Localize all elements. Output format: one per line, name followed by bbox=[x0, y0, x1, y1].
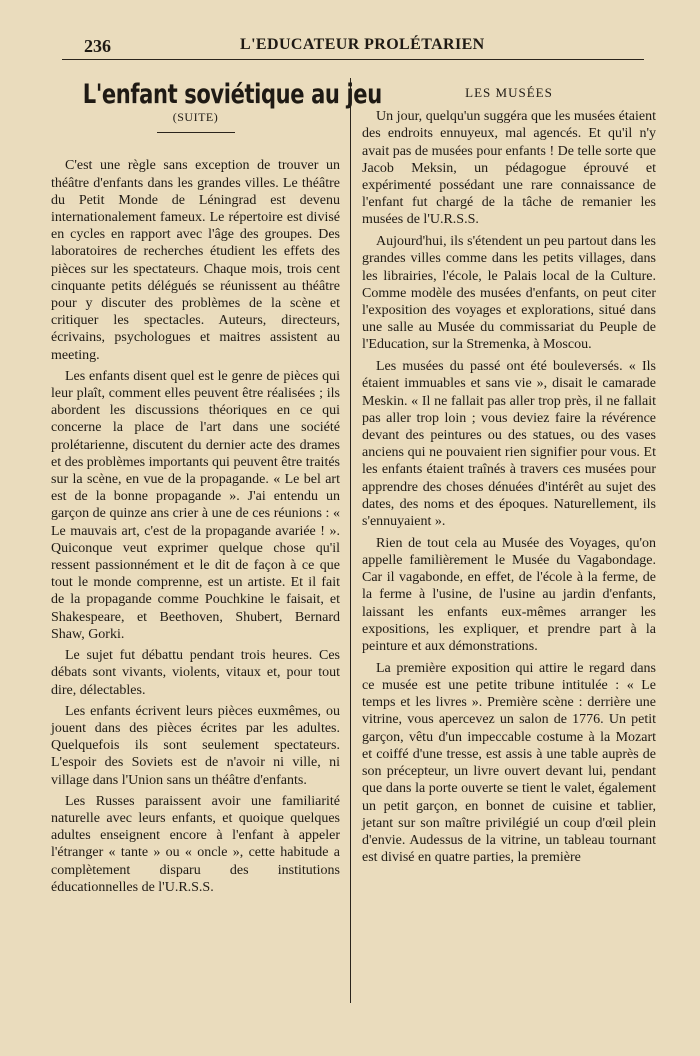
page-header bbox=[62, 34, 644, 60]
section-title: LES MUSÉES bbox=[465, 85, 553, 100]
article-title: L'enfant soviétique au jeu bbox=[82, 79, 382, 110]
header-rule bbox=[62, 59, 644, 60]
paragraph: Un jour, quelqu'un suggéra que les musées étaient des endroits ennuyeux, mal agencés. Et qu'il n'y avait pas de musées pour enfants ! De telle sorte que Jacob Meksin, un pédagogue éprouvé et expérimenté possédant une rare connaissance de l'enfant fut chargé de la tâche de remanier les musées de l'U.R.S.S. bbox=[362, 109, 656, 228]
left-body bbox=[51, 157, 340, 896]
paragraph: Aujourd'hui, ils s'étendent un peu partout dans les grandes villes comme dans les petits villages, dans les librairies, l'école, le Palais local de la Culture. Comme modèle des musées d'enfants, on peut citer l'exposition des voyages et explorations, situé dans une salle au Musée du commissariat du Peuple de l'Education, sur la Stremenka, à Moscou. bbox=[362, 234, 656, 353]
paragraph: Le sujet fut débattu pendant trois heures. Ces débats sont vivants, violents, vitaux et, pour tout dire, délectables. bbox=[51, 648, 340, 698]
article-subtitle: (SUITE) bbox=[172, 110, 219, 125]
paragraph: Les enfants écrivent leurs pièces euxmêmes, ou jouent dans des pièces écrites par les adultes. Quelquefois ils sont seulement spectateurs. L'espoir des Soviets est de n'avoir ni ville, ni village dans l'Union sans un théâtre d'enfants. bbox=[51, 703, 340, 788]
page-number: 236 bbox=[84, 36, 111, 56]
right-column bbox=[362, 80, 656, 871]
left-column bbox=[51, 79, 382, 900]
paragraph: La première exposition qui attire le regard dans ce musée est une petite tribune intitulée : « Le temps et les livres ». Première scène : derrière une vitrine, vous apercevez un salon de 1776. Un petit garçon, vêtu d'un impeccable costume à la Mozart et coiffé d'une tresse, est assis à une table auprès de son précepteur, un livre ouvert devant lui, pendant que dans la porte ouverte se tient le valet, également un petit garçon, en bonnet de cuisine et tablier, jetant sur son maître privilégié un coup d'œil plein d'envie. Audessus de la vitrine, un tableau tournant est divisé en quatre parties, la première bbox=[362, 660, 656, 866]
paragraph: C'est une règle sans exception de trouver un théâtre d'enfants dans les grandes villes. Le théâtre du Petit Monde de Léningrad est devenu internationalement fameux. Le répertoire est divisé en cycles en rapport avec l'âge des groupes. Des laboratoires de recherches étudient les effets des pièces sur les spectateurs. Chaque mois, trois cent cinquante petits délégués se réunissent au théâtre pour y discuter des problèmes de la scène et critiquer les spectacles. Auteurs, directeurs, écrivains, psychologues et maitres assistent au meeting. bbox=[51, 158, 340, 363]
paragraph: Les Russes paraissent avoir une familiarité naturelle avec leurs enfants, et quoique quelques adultes enseignent encore à l'enfant à appeler l'étranger « tante » ou « oncle », cette habitude a complètement disparu des institutions éducationnelles de l'U.R.S.S. bbox=[51, 793, 340, 895]
paragraph: Les musées du passé ont été bouleversés. « Ils étaient immuables et sans vie », disait le camarade Meskin. « Il ne fallait pas aller trop près, il ne fallait pas aller trop loin ; vous deviez faire la révérence devant des peintures ou des statues, ou des vases anciens qui ne pouvaient rien signifier pour vous. Et les enfants étaient traînés à travers ces musées pour apprendre des choses dénuées d'intérêt au sujet des dates, des noms et des époques. Naturellement, ils s'ennuyaient ». bbox=[362, 359, 656, 530]
column-divider bbox=[350, 78, 351, 1003]
subtitle-rule bbox=[157, 132, 235, 133]
journal-title: L'EDUCATEUR PROLÉTARIEN bbox=[240, 36, 485, 53]
paragraph: Rien de tout cela au Musée des Voyages, qu'on appelle familièrement le Musée du Vagabondage. Car il vagabonde, en effet, de l'école à la ferme, de la ferme à l'usine, de l'usine au jardin d'enfants, laissant les enfants eux-mêmes arranger les expositions, les expliquer, et prendre part à la peinture et aux démonstrations. bbox=[362, 535, 656, 655]
paragraph: Les enfants disent quel est le genre de pièces qui leur plaît, comment elles peuvent être réalisées ; ils abordent les discussions théoriques en ce qui concerne la place de l'art dans une société prolétarienne, discutent du dernier acte des drames et des problèmes importants qui peuvent être traités sur la scène, en vue de la propagande. « Le bel art est de la bonne propagande ». J'ai entendu un garçon de quinze ans crier à une de ces réunions : « Le mauvais art, c'est de la propagande avariée ! ». Quiconque veut exprimer quelque chose qu'il ressent passionnément et le dit de façon à ce que tout le monde comprenne, est un artiste. Et il fait de la propagande comme Pouchkine le faisait, et Shakespeare, et Beethoven, Shubert, Bernard Shaw, Gorki. bbox=[51, 368, 340, 642]
